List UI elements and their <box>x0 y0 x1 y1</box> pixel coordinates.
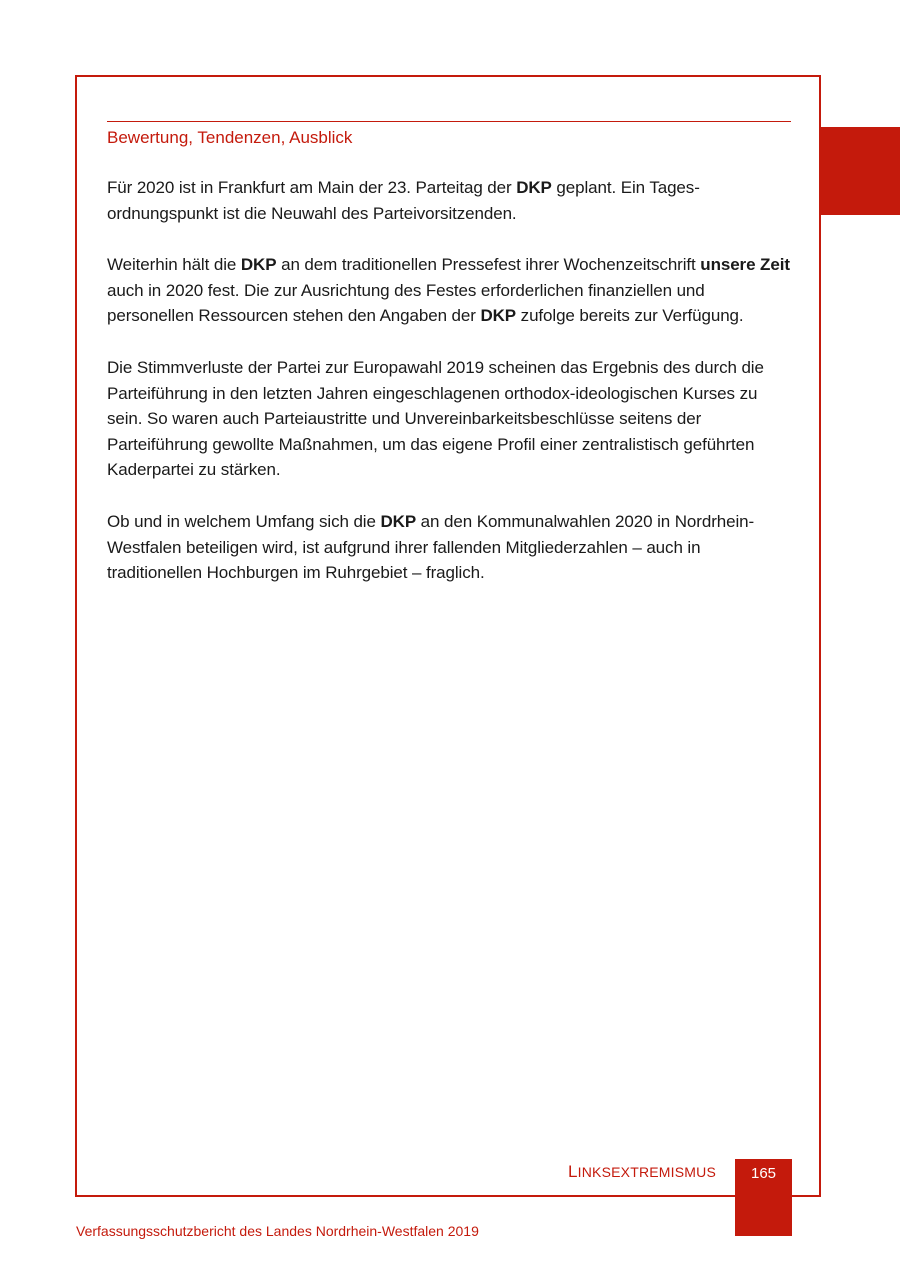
bold-term: DKP <box>380 511 417 531</box>
bold-term: DKP <box>480 306 517 326</box>
paragraph-1: Für 2020 ist in Frankfurt am Main der 23. Parteitag der DKP geplant. Ein Tagesordnungspunkt ist die Neuwahl des Parteivorsitzenden. <box>107 178 700 223</box>
body-text <box>107 175 791 612</box>
paragraph-3: Die Stimmverluste der Partei zur Europawahl 2019 scheinen das Ergebnis des durch die Parteiführung in den letzten Jahren eingeschlagenen orthodox-ideologischen Kurses zu sein. So waren auch Parteiaustritte und Unvereinbarkeitsbeschlüsse seitens der Parteiführung gewollte Maßnahmen, um das eigene Profil einer zentralistisch geführten Kaderpartei zu stärken. <box>107 357 764 480</box>
bold-term: unsere Zeit <box>700 255 790 275</box>
paragraph-2: Weiterhin hält die DKP an dem traditionellen Pressefest ihrer Wochenzeitschrift unsere Zeit auch in 2020 fest. Die zur Ausrichtung des Festes erforderlichen finanziellen und personellen Ressourcen stehen den Angaben der DKP zufolge bereits zur Verfügung. <box>107 255 790 326</box>
page-number: 165 <box>750 1165 777 1182</box>
publication-caption: Verfassungsschutzbericht des Landes Nordrhein-Westfalen 2019 <box>76 1223 479 1239</box>
section-heading: Bewertung, Tendenzen, Ausblick <box>107 128 353 147</box>
footer-section-rest: INKSEXTREMISMUS <box>577 1164 716 1180</box>
bold-term: DKP <box>516 178 552 197</box>
bold-term: DKP <box>240 255 277 275</box>
chapter-side-tab <box>821 127 900 215</box>
footer-section-initial: L <box>567 1162 578 1181</box>
footer-section-label <box>568 1163 716 1181</box>
section-rule <box>107 121 791 122</box>
paragraph-4: Ob und in welchem Umfang sich die DKP an den Kommunalwahlen 2020 in Nordrhein-Westfalen beteiligen wird, ist aufgrund ihrer fallenden Mitgliederzahlen – auch in traditionellen Hochburgen im Ruhrgebiet – fraglich. <box>107 511 755 583</box>
